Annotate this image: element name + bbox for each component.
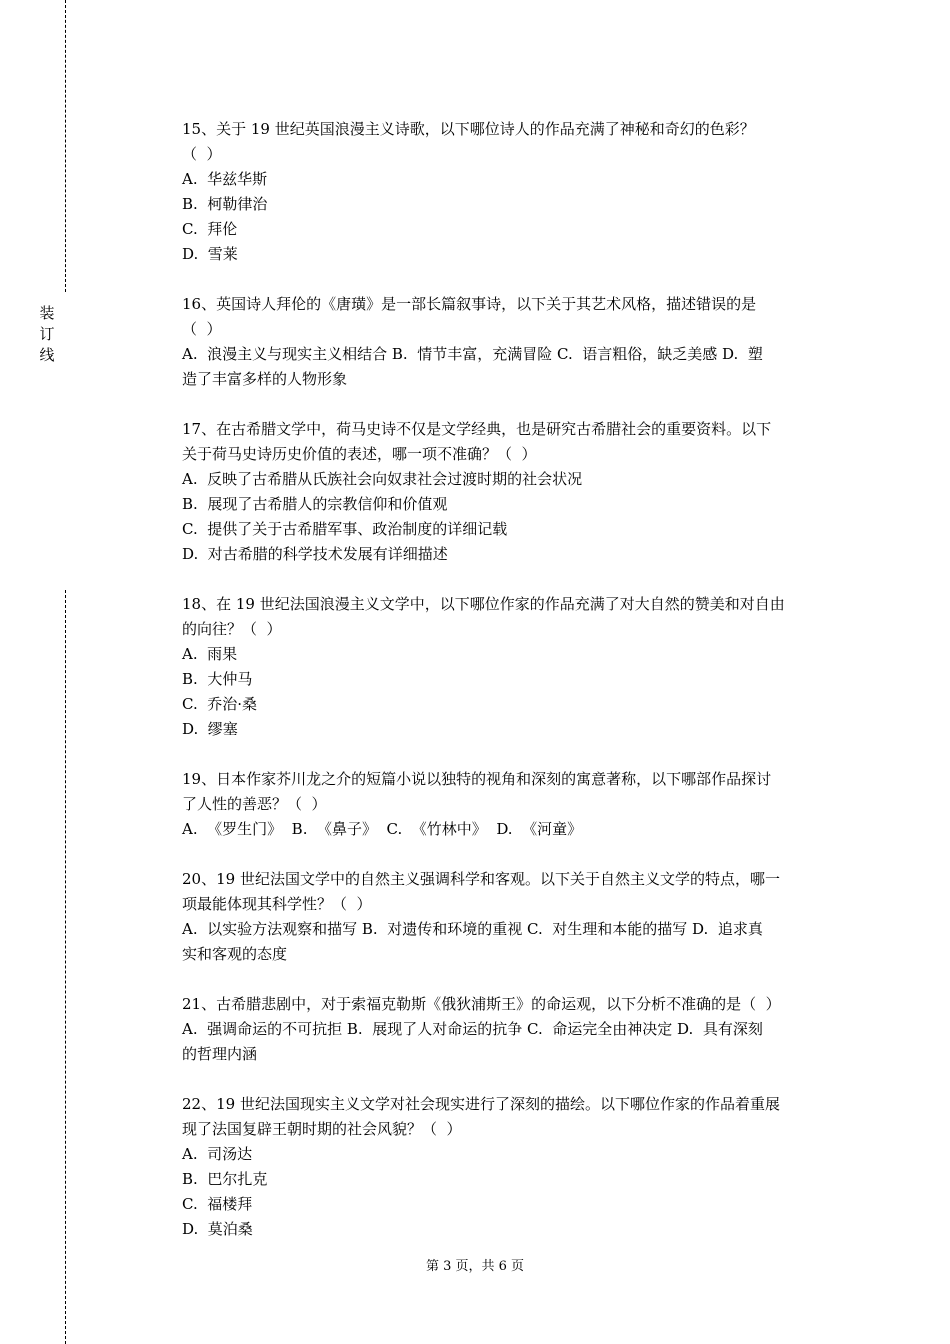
question-line: B. 大仲马 xyxy=(182,670,253,688)
question-stem-line: 20、19 世纪法国文学中的自然主义强调科学和客观。以下关于自然主义文学的特点，哪一 xyxy=(182,870,780,888)
question-line: （ ） xyxy=(182,320,222,338)
question-line: B. 柯勒律治 xyxy=(182,195,268,213)
question-line: D. 对古希腊的科学技术发展有详细描述 xyxy=(182,545,448,563)
question-line: 的哲理内涵 xyxy=(182,1045,258,1063)
question-line: A. 浪漫主义与现实主义相结合 B. 情节丰富，充满冒险 C. 语言粗俗，缺乏美感 D. 塑 xyxy=(182,345,763,363)
question-block xyxy=(182,992,838,1067)
question-block xyxy=(182,117,838,267)
question-line: C. 提供了关于古希腊军事、政治制度的详细记载 xyxy=(182,520,508,538)
binding-char: 订 xyxy=(39,325,55,343)
question-line: A. 以实验方法观察和描写 B. 对遗传和环境的重视 C. 对生理和本能的描写 D. 追求真 xyxy=(182,920,763,938)
binding-char: 装 xyxy=(39,304,55,322)
question-line: A. 强调命运的不可抗拒 B. 展现了人对命运的抗争 C. 命运完全由神决定 D. 具有深刻 xyxy=(182,1020,763,1038)
question-line: D. 缪塞 xyxy=(182,720,238,738)
binding-label xyxy=(36,303,58,366)
question-line: A. 雨果 xyxy=(182,645,238,663)
question-block xyxy=(182,1092,838,1242)
question-line: C. 拜伦 xyxy=(182,220,238,238)
question-line: 造了丰富多样的人物形象 xyxy=(182,370,348,388)
question-line: B. 巴尔扎克 xyxy=(182,1170,268,1188)
question-line: 现了法国复辟王朝时期的社会风貌？（ ） xyxy=(182,1120,462,1138)
question-stem-line: 21、古希腊悲剧中，对于索福克勒斯《俄狄浦斯王》的命运观，以下分析不准确的是（ ） xyxy=(182,995,781,1013)
question-line: 关于荷马史诗历史价值的表述，哪一项不准确？（ ） xyxy=(182,445,537,463)
binding-char: 线 xyxy=(39,346,55,364)
question-stem-line: 19、日本作家芥川龙之介的短篇小说以独特的视角和深刻的寓意著称，以下哪部作品探讨 xyxy=(182,770,772,788)
question-line: （ ） xyxy=(182,145,222,163)
question-line: A. 华兹华斯 xyxy=(182,170,268,188)
question-line: 项最能体现其科学性？（ ） xyxy=(182,895,372,913)
question-line: 实和客观的态度 xyxy=(182,945,288,963)
question-block xyxy=(182,767,838,842)
question-block xyxy=(182,592,838,742)
question-line: D. 莫泊桑 xyxy=(182,1220,253,1238)
question-block xyxy=(182,292,838,392)
question-line: A. 反映了古希腊从氏族社会向奴隶社会过渡时期的社会状况 xyxy=(182,470,583,488)
question-line: B. 展现了古希腊人的宗教信仰和价值观 xyxy=(182,495,448,513)
question-stem-line: 18、在 19 世纪法国浪漫主义文学中，以下哪位作家的作品充满了对大自然的赞美和对自由 xyxy=(182,595,785,613)
question-line: 了人性的善恶？（ ） xyxy=(182,795,327,813)
question-stem-line: 16、英国诗人拜伦的《唐璜》是一部长篇叙事诗，以下关于其艺术风格，描述错误的是 xyxy=(182,295,757,313)
question-line: C. 福楼拜 xyxy=(182,1195,253,1213)
page-footer: 第 3 页，共 6 页 xyxy=(425,1259,525,1274)
question-stem-line: 17、在古希腊文学中，荷马史诗不仅是文学经典，也是研究古希腊社会的重要资料。以下 xyxy=(182,420,772,438)
question-block xyxy=(182,417,838,567)
question-line: 的向往？（ ） xyxy=(182,620,282,638)
binding-line-top xyxy=(65,0,66,292)
question-line: A. 司汤达 xyxy=(182,1145,253,1163)
question-block xyxy=(182,867,838,967)
question-stem-line: 22、19 世纪法国现实主义文学对社会现实进行了深刻的描绘。以下哪位作家的作品着重展 xyxy=(182,1095,780,1113)
question-line: C. 乔治·桑 xyxy=(182,695,258,713)
question-line: D. 雪莱 xyxy=(182,245,238,263)
question-stem-line: 15、关于 19 世纪英国浪漫主义诗歌，以下哪位诗人的作品充满了神秘和奇幻的色彩？ xyxy=(182,120,755,138)
question-list xyxy=(182,117,838,1267)
binding-line-bottom xyxy=(65,590,66,1344)
question-line: A. 《罗生门》 B. 《鼻子》 C. 《竹林中》 D. 《河童》 xyxy=(182,820,583,838)
